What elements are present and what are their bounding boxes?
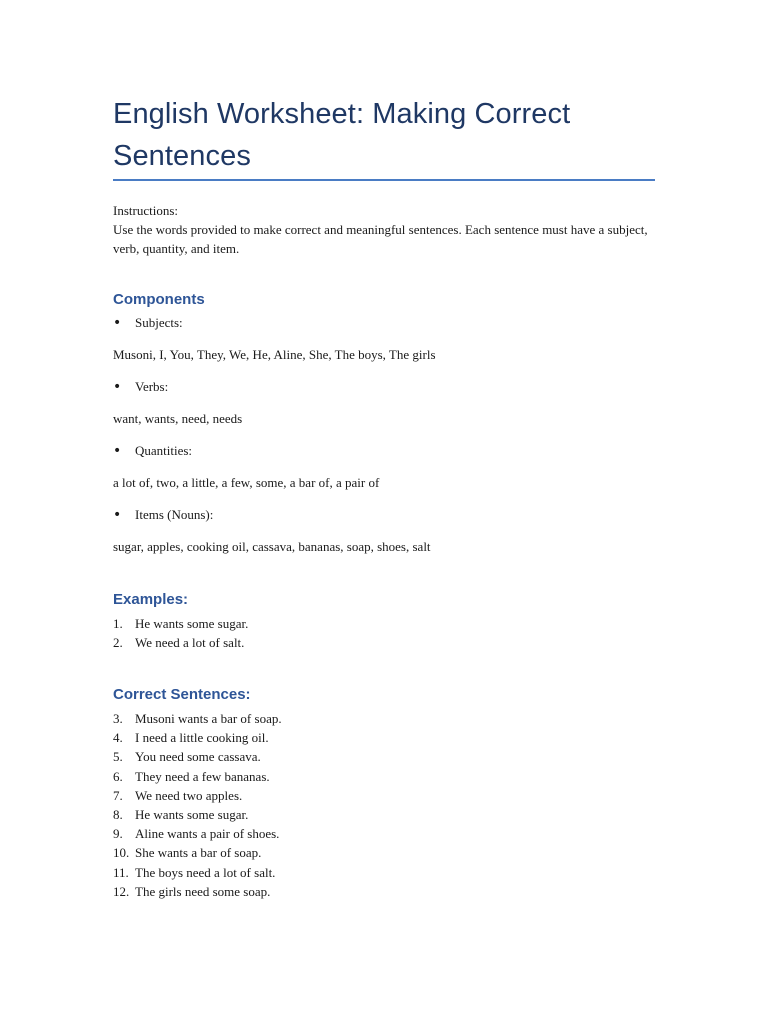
items-word-list: sugar, apples, cooking oil, cassava, bananas, soap, shoes, salt [113,539,431,554]
list-text: I need a little cooking oil. [135,730,269,746]
bullet-label: Subjects: [135,315,183,330]
bullet-icon: • [113,379,122,395]
instructions-text: Use the words provided to make correct and meaningful sentences. Each sentence must have a subject, verb, quantity, and item. [113,222,648,256]
list-number: 3. [113,711,123,726]
list-text: They need a few bananas. [135,768,270,784]
list-number: 11. [113,864,129,880]
list-number: 8. [113,806,123,822]
list-number: 7. [113,787,123,803]
subjects-word-list: Musoni, I, You, They, We, He, Aline, She, The boys, The girls [113,347,436,362]
verbs-word-list: want, wants, need, needs [113,411,243,426]
quantities-word-list: a lot of, two, a little, a few, some, a bar of, a pair of [113,475,380,490]
list-text: You need some cassava. [135,749,261,765]
bullet-label: Quantities: [135,443,193,458]
instructions-block [113,201,658,258]
list-text: She wants a bar of soap. [135,845,262,861]
bullet-icon: • [113,507,122,523]
instructions-label: Instructions: [113,203,178,218]
bullet-label: Items (Nouns): [135,507,214,522]
correct-sentences-heading: Correct Sentences: [113,686,251,703]
list-text: He wants some sugar. [135,806,249,822]
list-text: Musoni wants a bar of soap. [135,711,282,726]
list-text: Aline wants a pair of shoes. [135,826,280,842]
title-divider [113,179,655,181]
list-text: We need two apples. [135,787,243,803]
components-heading: Components [113,291,205,308]
list-text: The boys need a lot of salt. [135,864,276,880]
list-text: The girls need some soap. [135,883,271,899]
list-number: 1. [113,616,123,631]
bullet-icon: • [113,443,122,459]
examples-heading: Examples: [113,591,189,608]
bullet-icon: • [113,315,122,331]
list-number: 12. [113,883,130,899]
list-number: 5. [113,749,123,765]
bullet-label: Verbs: [135,379,169,394]
page-title: English Worksheet: Making Correct Sentences [113,98,571,172]
list-number: 9. [113,826,123,842]
list-number: 2. [113,635,123,651]
list-text: He wants some sugar. [135,616,249,631]
list-number: 10. [113,845,130,861]
list-number: 4. [113,730,123,746]
list-number: 6. [113,768,123,784]
list-text: We need a lot of salt. [135,635,245,651]
